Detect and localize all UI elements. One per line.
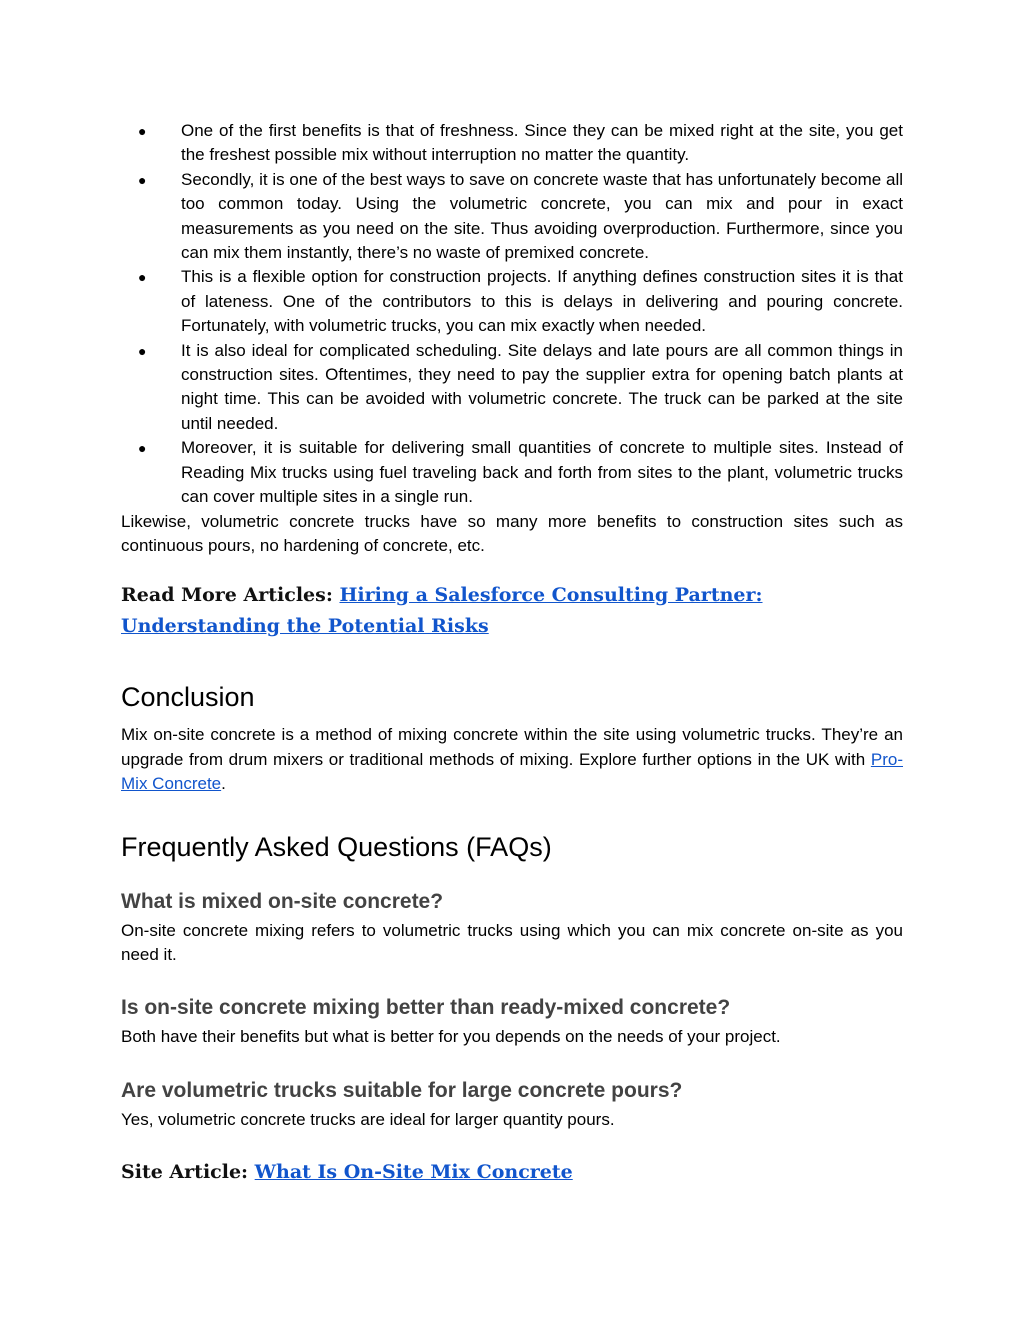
list-item-text: One of the first benefits is that of freshness. Since they can be mixed right at the site, you get the freshest possible mix without interruption no matter the quantity. [181, 121, 903, 165]
read-more-line [121, 580, 903, 642]
bullet-icon: ● [138, 440, 147, 457]
conclusion-text-end: . [221, 774, 226, 794]
bullet-icon: ● [138, 123, 147, 139]
document-page [121, 119, 903, 1186]
list-item-text: It is also ideal for complicated scheduling. Site delays and late pours are all common things in construction sites. Oftentimes, they need to pay the supplier extra for opening batch plants at night time. This can be avoided with volumetric concrete. The truck can be parked at the site until needed. [181, 340, 903, 433]
benefits-list [121, 119, 903, 510]
list-item-text: Secondly, it is one of the best ways to save on concrete waste that has unfortunately become all too common today. Using the volumetric concrete, you can mix and pour in exact measurements as you need on the site. Thus avoiding overproduction. Furthermore, since you can mix them instantly, there’s no waste of premixed concrete. [181, 169, 903, 263]
list-item [121, 339, 903, 437]
list-item [121, 119, 903, 168]
faq-question: Is on-site concrete mixing better than ready-mixed concrete? [121, 996, 731, 1020]
list-item [121, 168, 903, 266]
site-article-label: Site Article: [121, 1161, 255, 1184]
faqs-heading: Frequently Asked Questions (FAQs) [121, 831, 552, 862]
list-item-text: Moreover, it is suitable for delivering small quantities of concrete to multiple sites. Instead of Reading Mix trucks using fuel traveling back and forth from sites to the plant, volumetric trucks can cover multiple sites in a single run. [181, 438, 903, 507]
faq-answer: Both have their benefits but what is better for you depends on the needs of your project. [121, 1027, 781, 1047]
pro-mix-concrete-link[interactable]: Pro-Mix Concrete [121, 749, 903, 794]
likewise-paragraph: Likewise, volumetric concrete trucks have so many more benefits to construction sites such as continuous pours, no hardening of concrete, etc. [121, 511, 903, 555]
list-item-text: This is a flexible option for construction projects. If anything defines construction sites it is that of lateness. One of the contributors to this is delays in delivering and pouring concrete. Fortunately, with volumetric trucks, you can mix exactly when needed. [181, 267, 903, 336]
bullet-icon: ● [138, 342, 147, 359]
bullet-icon: ● [138, 269, 147, 286]
conclusion-paragraph [121, 723, 903, 796]
site-article-line [121, 1158, 903, 1186]
faq-question: What is mixed on-site concrete? [121, 889, 444, 913]
list-item [121, 265, 903, 338]
read-more-label: Read More Articles: [121, 584, 340, 607]
bullet-icon: ● [138, 171, 147, 188]
site-article-link[interactable]: What Is On-Site Mix Concrete [254, 1161, 573, 1184]
faq-answer: Yes, volumetric concrete trucks are ideal for larger quantity pours. [121, 1109, 615, 1129]
read-more-link[interactable]: Hiring a Salesforce Consulting Partner: Understanding the Potential Risks [121, 584, 763, 638]
faq-answer: On-site concrete mixing refers to volumetric trucks using which you can mix concrete on-site as you need it. [121, 920, 903, 964]
list-item [121, 436, 903, 509]
conclusion-text: Mix on-site concrete is a method of mixing concrete within the site using volumetric trucks. They’re an upgrade from drum mixers or traditional methods of mixing. Explore further options in the UK with [121, 725, 903, 769]
faq-question: Are volumetric trucks suitable for large concrete pours? [121, 1078, 683, 1102]
conclusion-heading: Conclusion [121, 682, 255, 713]
